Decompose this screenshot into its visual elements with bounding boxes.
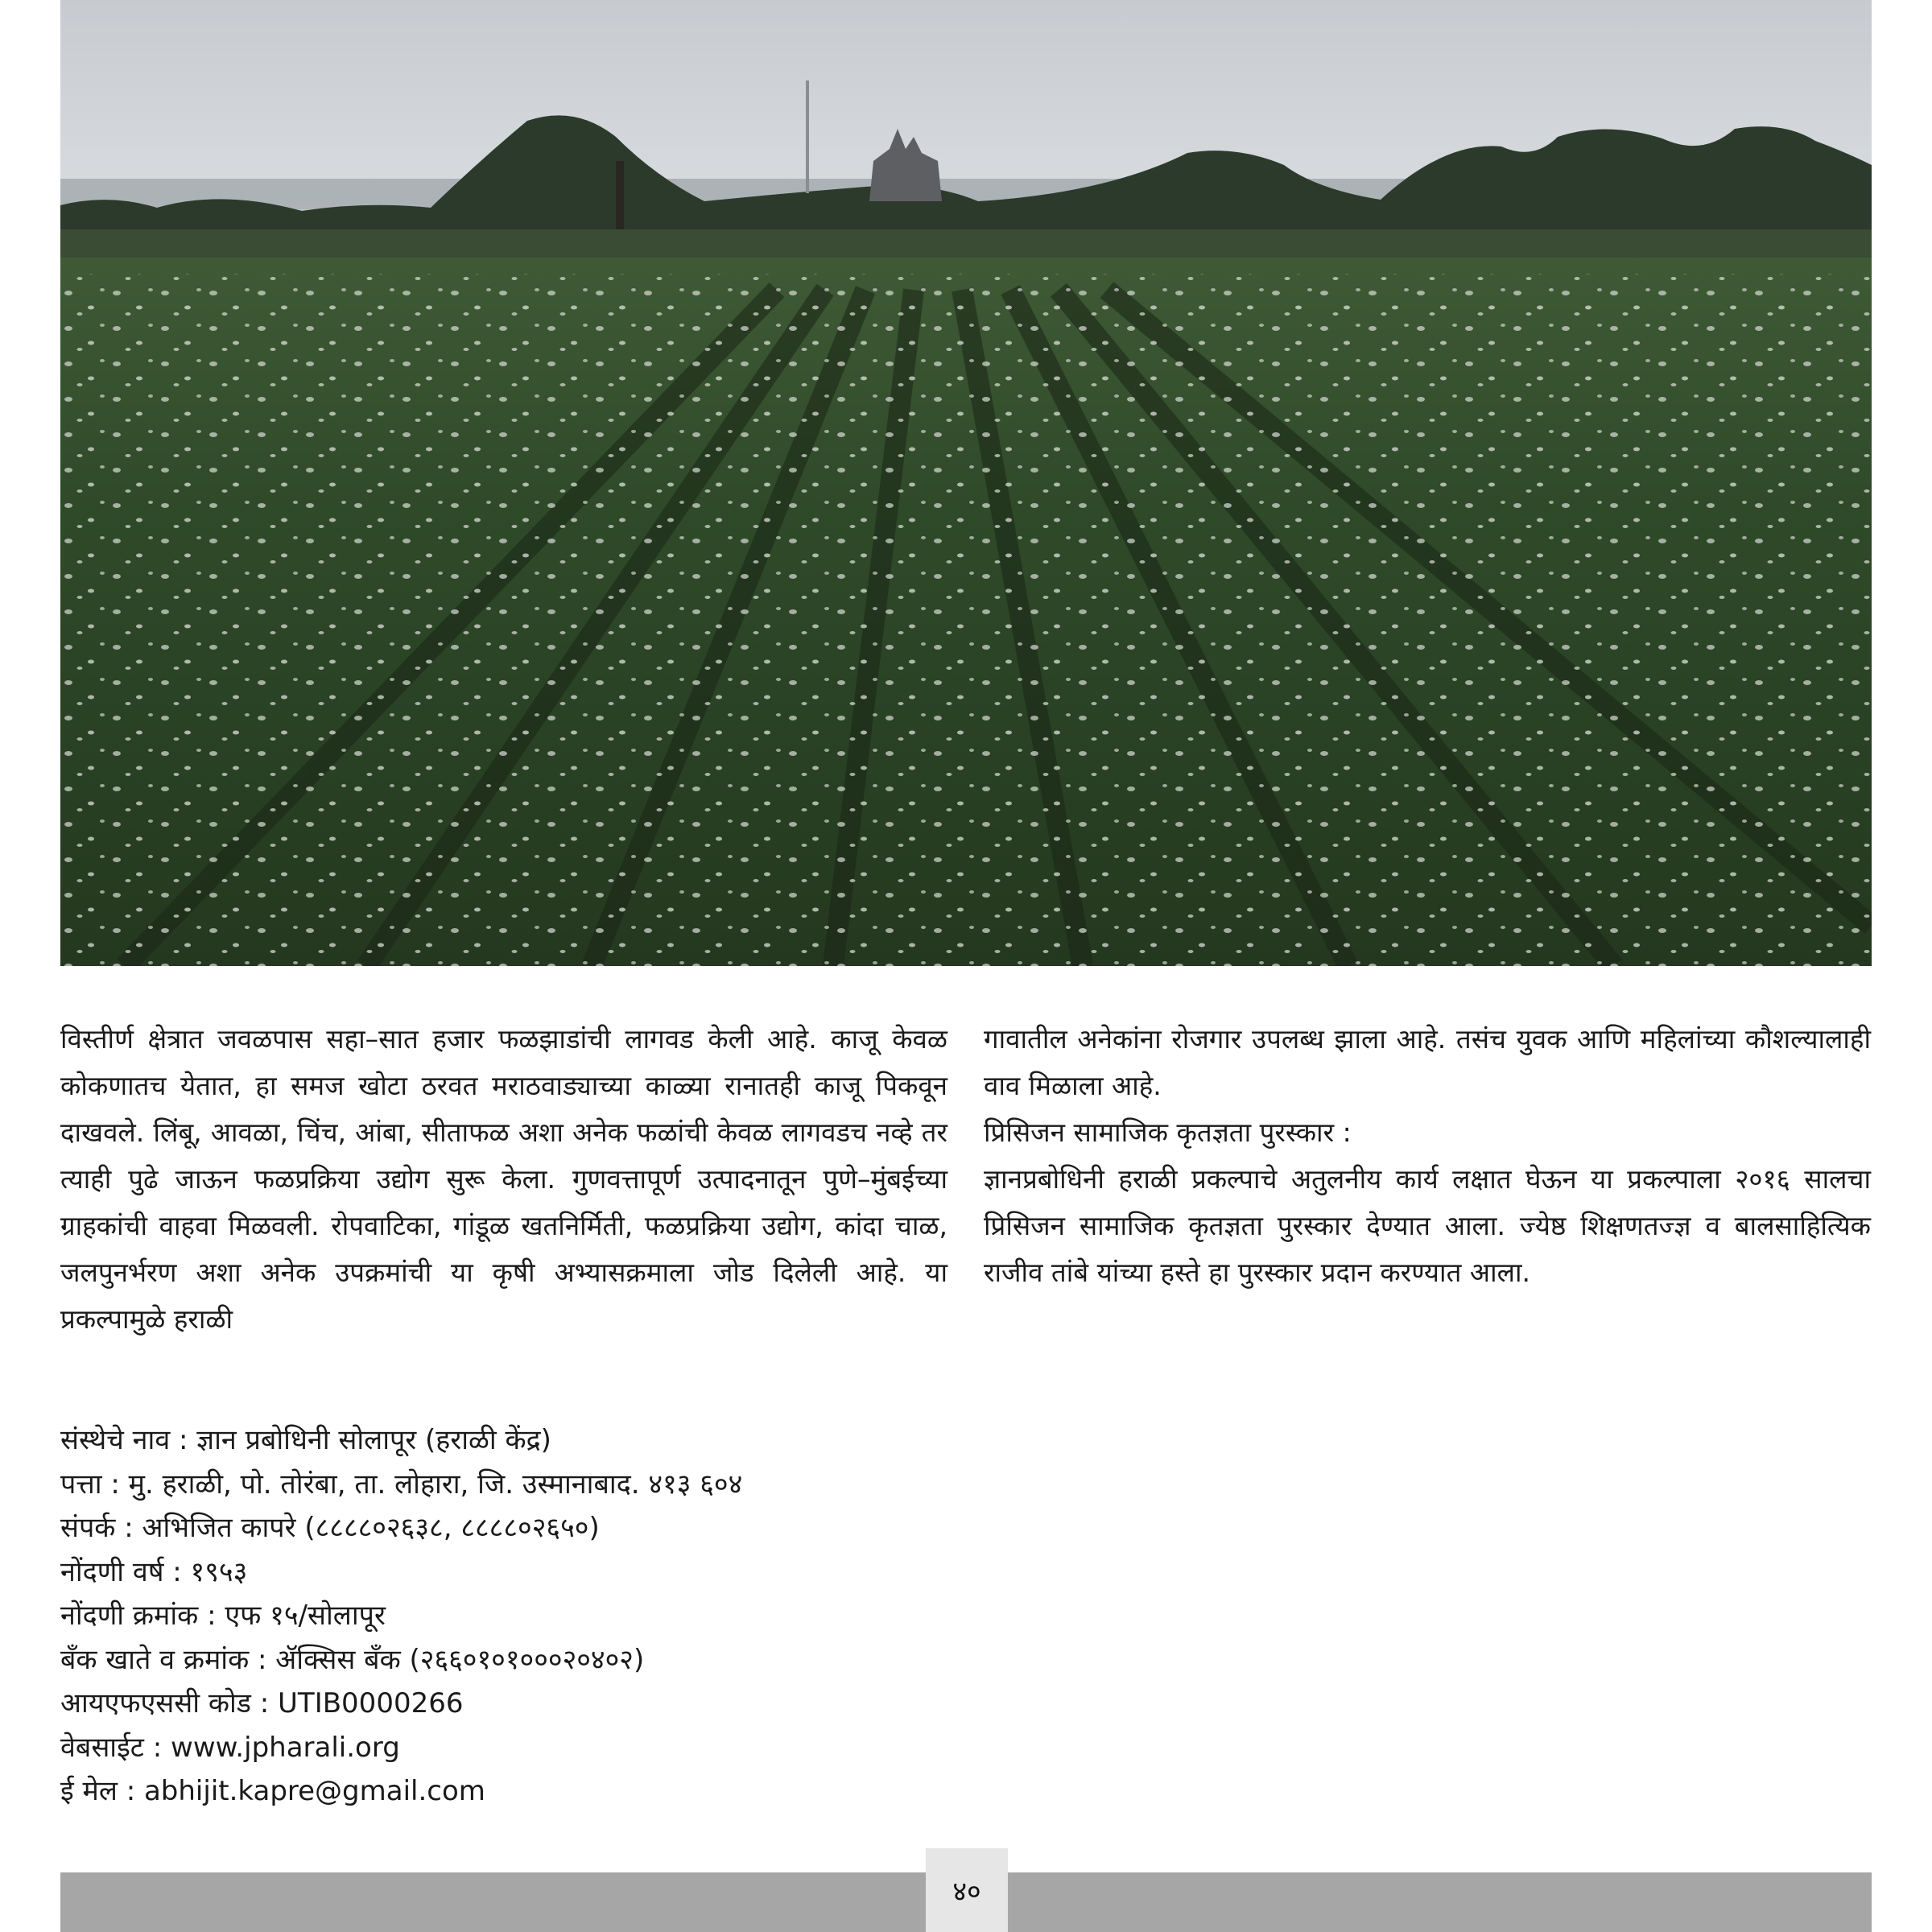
info-ifsc-code: आयएफएससी कोड : UTIB0000266 [60, 1687, 464, 1719]
left-paragraph: विस्तीर्ण क्षेत्रात जवळपास सहा–सात हजार फळझाडांची लागवड केली आहे. काजू केवळ कोकणातच येतात, हा समज खोटा ठरवत मराठवाड्याच्या काळ्या रानातही काजू पिकवून दाखवले. लिंबू, आवळा, चिंच, आंबा, सीताफळ अशा अनेक फळांची केवळ लागवडच नव्हे तर त्याही पुढे जाऊन फळप्रक्रिया उद्योग सुरू केला. गुणवत्तापूर्ण उत्पादनातून पुणे–मुंबईच्या ग्राहकांची वाहवा मिळवली. रोपवाटिका, गांडूळ खतनिर्मिती, फळप्रक्रिया उद्योग, कांदा चाळ, जलपुनर्भरण अशा अनेक उपक्रमांची या कृषी अभ्यासक्रमाला जोड दिलेली आहे. या प्रकल्पामुळे हराळी [60, 1023, 947, 1335]
cotton-field-photo [60, 0, 1872, 966]
info-email: ई मेल : abhijit.kapre@gmail.com [60, 1775, 485, 1807]
info-org-name: संस्थेचे नाव : ज्ञान प्रबोधिनी सोलापूर (हराळी केंद्र) [60, 1424, 551, 1456]
page-number: ४० [952, 1876, 981, 1908]
award-heading: प्रिसिजन सामाजिक कृतज्ञता पुरस्कार : [984, 1117, 1352, 1148]
right-paragraph: गावातील अनेकांना रोजगार उपलब्ध झाला आहे. तसंच युवक आणि महिलांच्या कौशल्यालाही वाव मिळाला आहे. [984, 1023, 1871, 1101]
info-registration-year: नोंदणी वर्ष : १९५३ [60, 1555, 248, 1588]
left-column [60, 1016, 947, 1343]
info-address: पत्ता : मु. हराळी, पो. तोरंबा, ता. लोहारा, जि. उस्मानाबाद. ४१३ ६०४ [60, 1468, 743, 1501]
award-paragraph: ज्ञानप्रबोधिनी हराळी प्रकल्पाचे अतुलनीय कार्य लक्षात घेऊन या प्रकल्पाला २०१६ सालचा प्रिसिजन सामाजिक कृतज्ञता पुरस्कार देण्यात आला. ज्येष्ठ शिक्षणतज्ज्ञ व बालसाहित्यिक राजीव तांबे यांच्या हस्ते हा पुरस्कार प्रदान करण्यात आला. [984, 1163, 1871, 1288]
info-registration-number: नोंदणी क्रमांक : एफ १५/सोलापूर [60, 1600, 386, 1632]
right-column [984, 1016, 1871, 1296]
page-number-box [926, 1848, 1008, 1932]
info-website: वेबसाईट : www.jpharali.org [60, 1731, 400, 1764]
info-bank-account: बँक खाते व क्रमांक : ॲक्सिस बँक (२६६०१०१०००२०४०२) [60, 1643, 645, 1676]
info-contact: संपर्क : अभिजित कापरे (८८८८०२६३८, ८८८८०२६५०) [60, 1512, 600, 1544]
organization-info [60, 1418, 1026, 1814]
